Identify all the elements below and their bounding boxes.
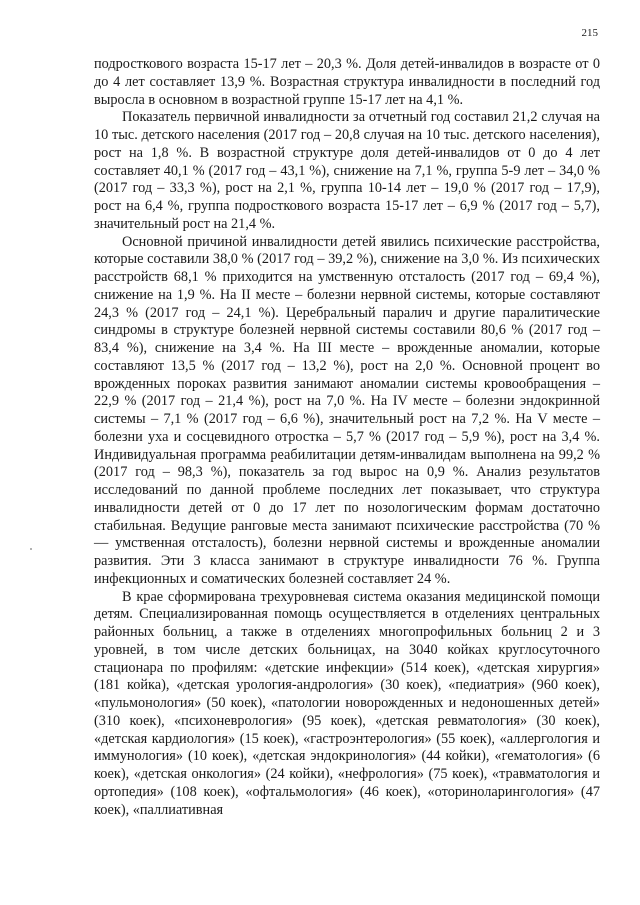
page-number: 215 xyxy=(581,27,598,39)
paragraph-primary-disability: Показатель первичной инвалидности за отчетный год составил 21,2 случая на 10 тыс. детского населения (2017 год – 20,8 случая на 10 тыс. детского населения), рост на 1,8 %. В возрастной структуре доля детей-инвалидов от 0 до 4 лет составляет 40,1 % (2017 год – 43,1 %), снижение на 7,1 %, группа 5-9 лет – 34,0 % (2017 год – 33,3 %), рост на 2,1 %, группа 10-14 лет – 19,0 % (2017 год – 17,9), рост на 6,4 %, группа подросткового возраста 15-17 лет – 6,9 % (2017 год – 5,7), значительный рост на 21,4 %. xyxy=(94,109,600,232)
page-body xyxy=(94,56,600,819)
paragraph-care-system: В крае сформирована трехуровневая система оказания медицинской помощи детям. Специализированная помощь осуществляется в отделениях центральных районных больниц, а также в отделениях многопрофильных больниц 2 и 3 уровней, в том числе детских больницах, на 3040 койках круглосуточного стационара по профилям: «детские инфекции» (514 коек), «детская хирургия» (181 койка), «детская урология-андрология» (30 коек), «педиатрия» (960 коек), «пульмонология» (50 коек), «патологии новорожденных и недоношенных детей» (310 коек), «психоневрология» (95 коек), «детская ревматология» (30 коек), «детская кардиология» (15 коек), «гастроэнтерология» (55 коек), «аллергология и иммунология» (10 коек), «детская эндокринология» (44 койки), «гематология» (6 коек), «детская онкология» (24 койки), «нефрология» (75 коек), «травматология и ортопедия» (108 коек), «офтальмология» (46 коек), «оториноларингология» (47 коек), «паллиативная xyxy=(94,588,600,818)
paragraph-causes-of-disability: Основной причиной инвалидности детей явились психические расстройства, которые составили 38,0 % (2017 год – 39,2 %), снижение на 3,0 %. Из психических расстройств 68,1 % приходится на умственную отсталость (2017 год – 69,4 %), снижение на 1,9 %. На II месте – болезни нервной системы, которые составляют 24,3 % (2017 год – 24,1 %). Церебральный паралич и другие паралитические синдромы в структуре болезней нервной системы составили 80,6 % (2017 год – 83,4 %), снижение на 3,4 %. На III месте – врожденные аномалии, которые составляют 13,5 % (2017 год – 13,2 %), рост на 2,0 %. Основной процент во врожденных пороках развития занимают аномалии системы кровообращения – 22,9 % (2017 год – 21,4 %), рост на 7,0 %. На IV месте – болезни эндокринной системы – 7,1 % (2017 год – 6,6 %), значительный рост на 7,2 %. На V месте – болезни уха и сосцевидного отростка – 5,7 % (2017 год – 5,9 %), рост на 3,4 %. Индивидуальная программа реабилитации детям-инвалидам выполнена на 99,2 % (2017 год – 98,3 %), показатель за год вырос на 0,9 %. Анализ результатов исследований по данной проблеме последних лет показывает, что структура инвалидности детей от 0 до 17 лет по нозологическим формам достаточно стабильная. Ведущие ранговые места занимают психические расстройства (70 % — умственная отсталость), болезни нервной системы и врожденные аномалии развития. Эти 3 класса занимают в структуре инвалидности 76 %. Группа инфекционных и соматических болезней составляет 24 %. xyxy=(94,233,600,587)
scan-speck xyxy=(30,548,32,550)
paragraph-continuation: подросткового возраста 15-17 лет – 20,3 %. Доля детей-инвалидов в возрасте от 0 до 4 лет составляет 13,9 %. Возрастная структура инвалидности в последний год выросла в основном в возрастной группе 15-17 лет на 4,1 %. xyxy=(94,56,600,108)
